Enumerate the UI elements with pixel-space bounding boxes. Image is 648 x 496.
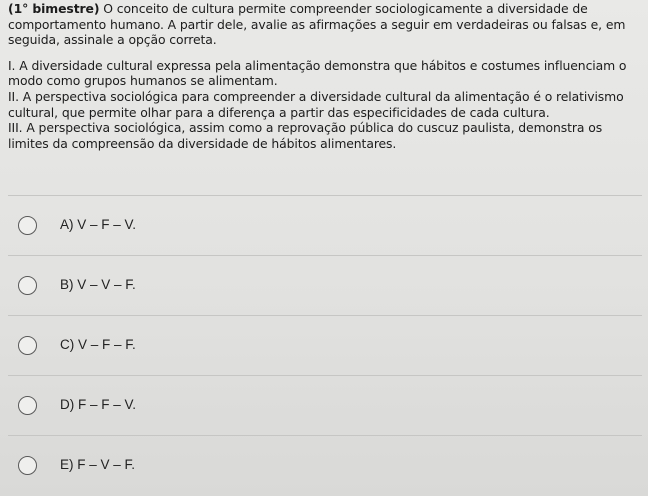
- option-d[interactable]: [0, 376, 648, 435]
- question-intro-text: O conceito de cultura permite compreender sociologicamente a diversidade de comportamento humano. A partir dele, avalie as afirmações a seguir em verdadeiras ou falsas e, em seguida, assinale a opção correta.: [8, 1, 626, 48]
- option-d-label: D) F – F – V.: [60, 396, 137, 412]
- option-b-label: B) V – V – F.: [60, 276, 136, 292]
- radio-button-c[interactable]: [18, 336, 37, 355]
- question-tag: (1° bimestre): [8, 1, 100, 16]
- question-intro: [8, 1, 640, 48]
- radio-button-a[interactable]: [18, 216, 37, 235]
- option-a-label: A) V – F – V.: [60, 216, 137, 232]
- statement-3: III. A perspectiva sociológica, assim como a reprovação pública do cuscuz paulista, demonstra os limites da compreensão da diversidade de hábitos alimentares.: [8, 120, 603, 151]
- answer-options: [0, 195, 648, 495]
- option-c-label: C) V – F – F.: [60, 336, 136, 352]
- statement-1: I. A diversidade cultural expressa pela alimentação demonstra que hábitos e costumes influenciam o modo como grupos humanos se alimentam.: [8, 57, 627, 89]
- option-b[interactable]: [0, 256, 648, 315]
- option-e-label: E) F – V – F.: [60, 456, 136, 472]
- radio-button-e[interactable]: [18, 456, 37, 475]
- radio-button-b[interactable]: [18, 276, 37, 295]
- option-a[interactable]: [0, 196, 648, 255]
- radio-button-d[interactable]: [18, 396, 37, 415]
- option-c[interactable]: [0, 316, 648, 375]
- option-e[interactable]: [0, 436, 648, 495]
- statement-2: II. A perspectiva sociológica para compreender a diversidade cultural da alimentação é o relativismo cultural, que permite olhar para a diferença a partir das especificidades de cada cultura.: [8, 88, 624, 120]
- question-block: [8, 1, 640, 151]
